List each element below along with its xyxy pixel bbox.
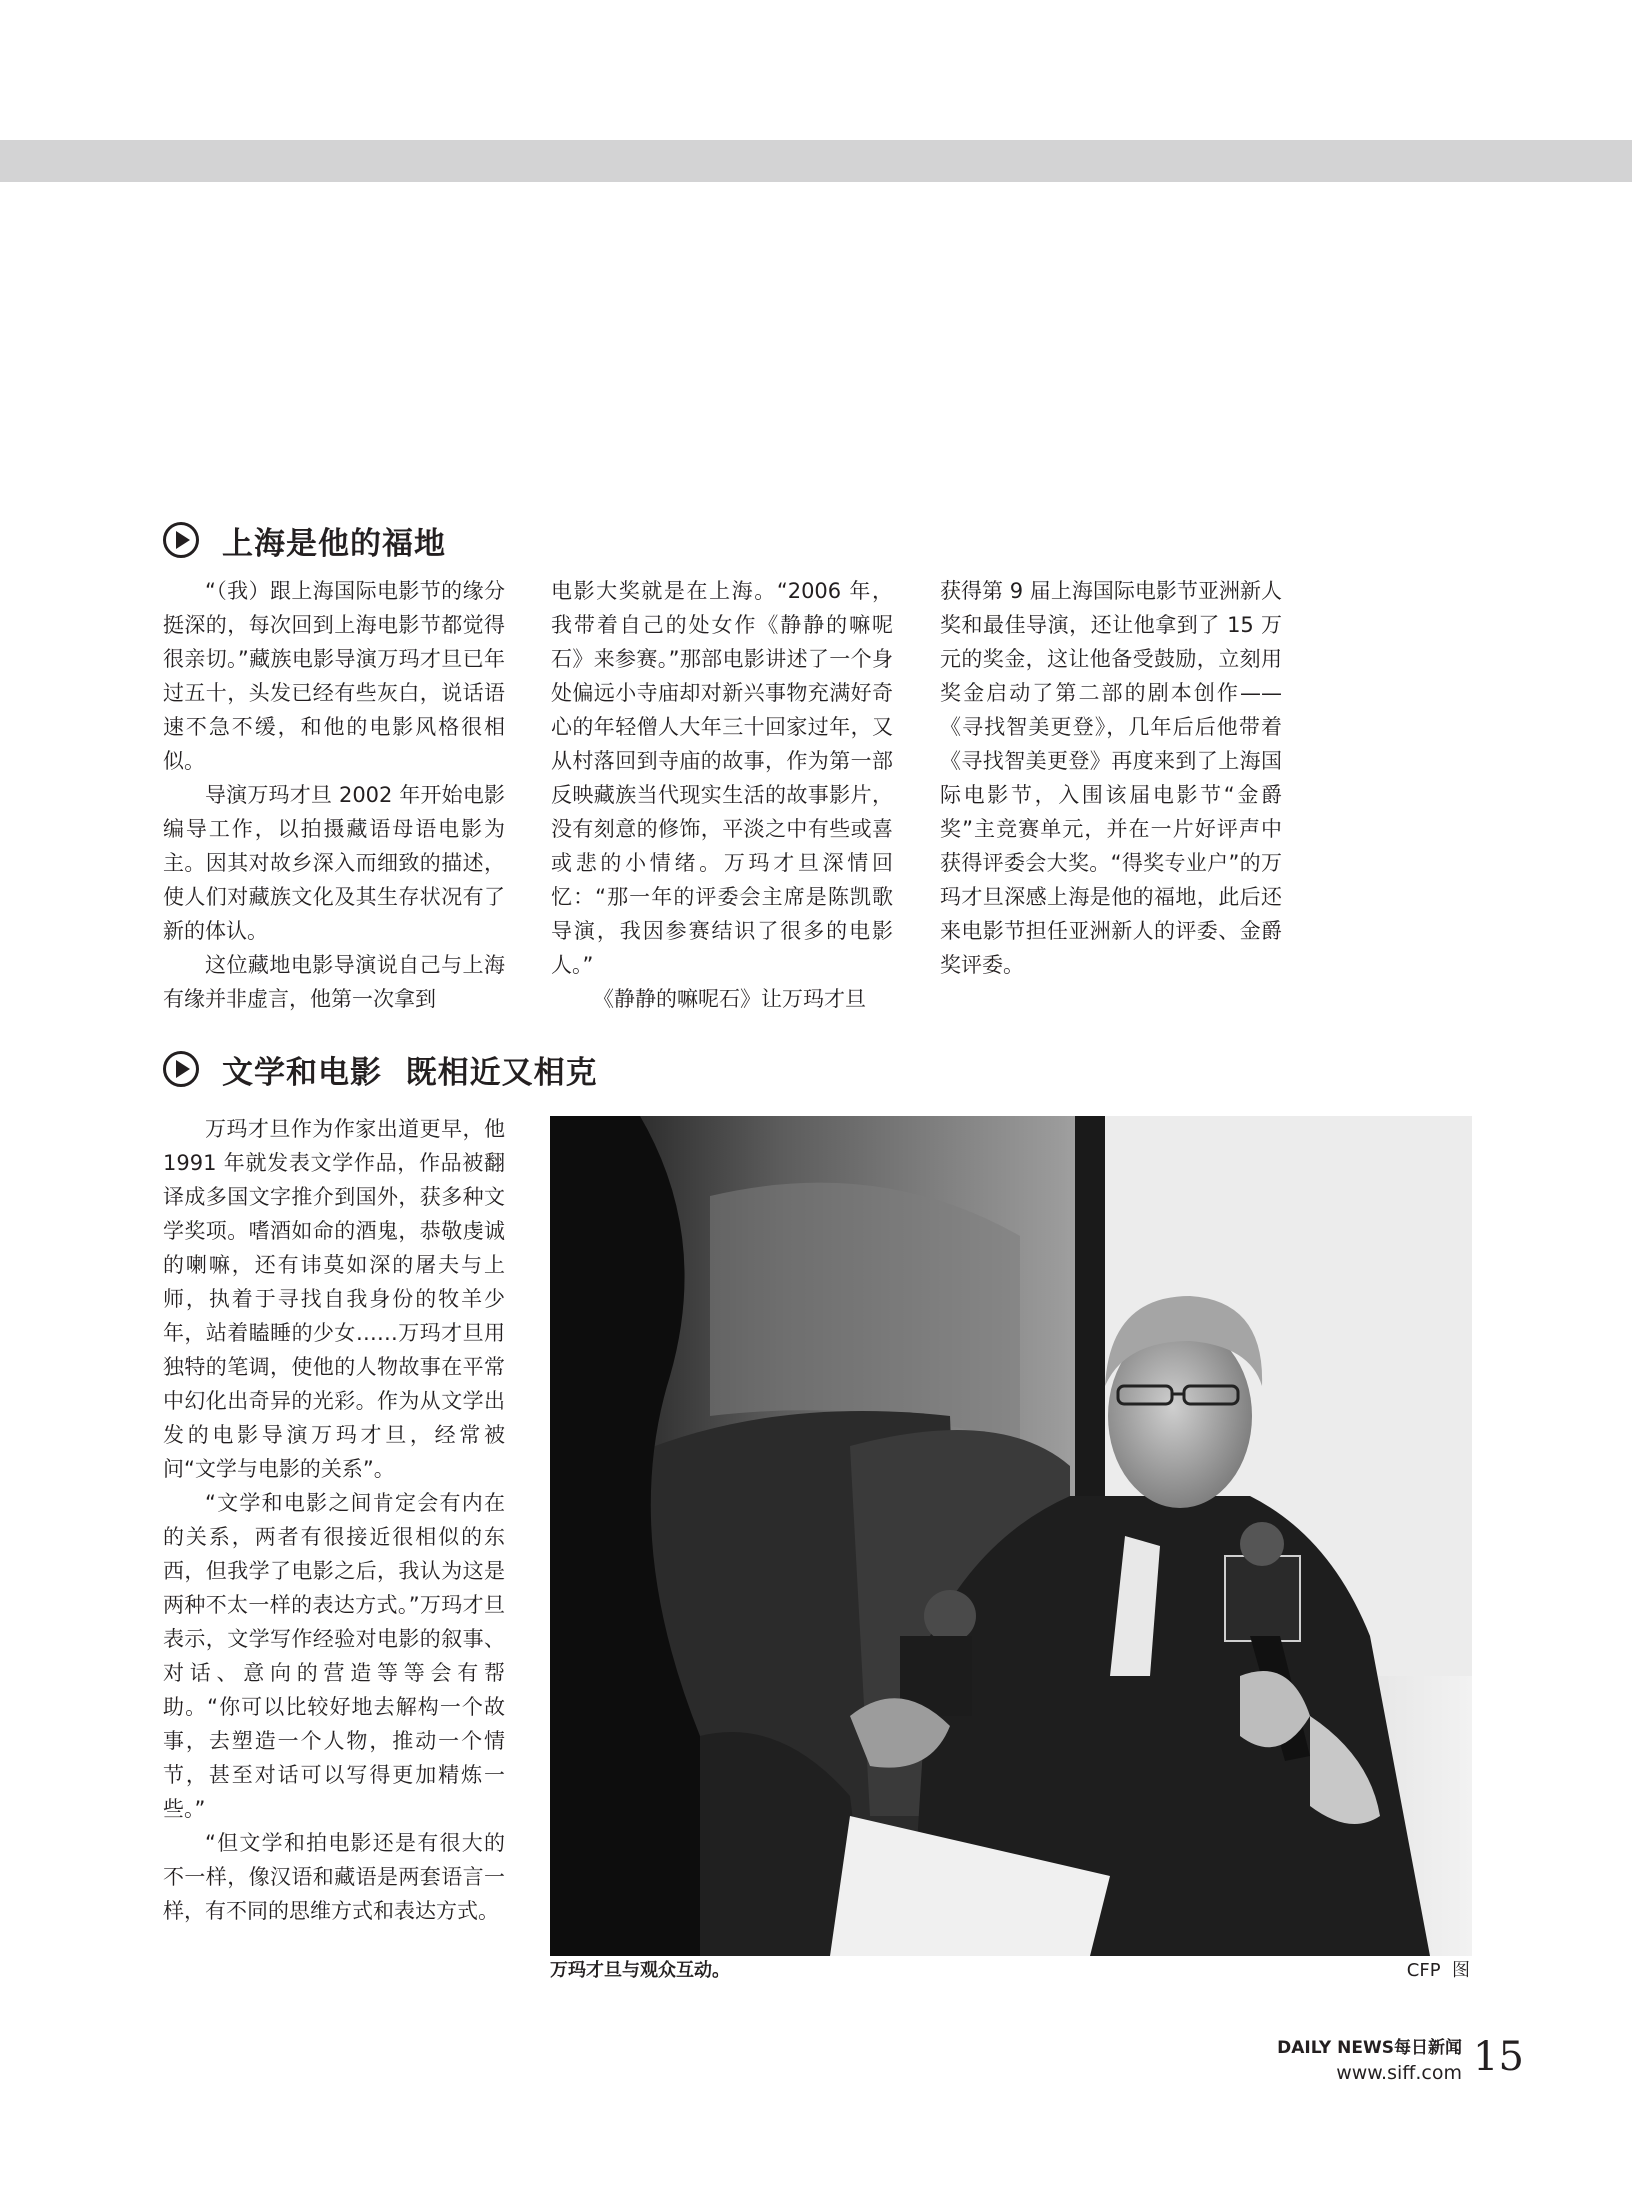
section-title-2: 文学和电影 既相近又相克 bbox=[222, 1054, 598, 1091]
paragraph: “但文学和拍电影还是有很大的不一样，像汉语和藏语是两套语言一样，有不同的思维方式和表达方式。 bbox=[163, 1831, 505, 1923]
paragraph: 获得第 9 届上海国际电影节亚洲新人奖和最佳导演，还让他拿到了 15 万元的奖金，这让他备受鼓励，立刻用奖金启动了第二部的剧本创作——《寻找智美更登》，几年后后他带着《寻找智美更登》再度来到了上海国际电影节，入围该届电影节“金爵奖”主竞赛单元，并在一片好评声中获得评委会大奖。“得奖专业户”的万玛才旦深感上海是他的福地，此后还来电影节担任亚洲新人的评委、金爵奖评委。 bbox=[940, 579, 1282, 977]
footer-url: www.siff.com bbox=[1336, 2062, 1462, 2084]
paragraph: 导演万玛才旦 2002 年开始电影编导工作，以拍摄藏语母语电影为主。因其对故乡深入而细致的描述，使人们对藏族文化及其生存状况有了新的体认。 bbox=[163, 783, 505, 943]
section-title-1: 上海是他的福地 bbox=[222, 525, 446, 562]
footer-brand: DAILY NEWS每日新闻 bbox=[1277, 2038, 1462, 2058]
photo-credit: CFP 图 bbox=[1406, 1960, 1470, 1981]
paragraph: “（我）跟上海国际电影节的缘分挺深的，每次回到上海电影节都觉得很亲切。”藏族电影导演万玛才旦已年过五十，头发已经有些灰白，说话语速不急不缓，和他的电影风格很相似。 bbox=[163, 579, 505, 773]
paragraph: 这位藏地电影导演说自己与上海有缘并非虚言，他第一次拿到 bbox=[163, 953, 505, 1011]
page-number: 15 bbox=[1473, 2034, 1524, 2080]
header-band bbox=[0, 140, 1632, 182]
paragraph: 电影大奖就是在上海。“2006 年，我带着自己的处女作《静静的嘛呢石》来参赛。”那部电影讲述了一个身处偏远小寺庙却对新兴事物充满好奇心的年轻僧人大年三十回家过年，又从村落回到寺庙的故事，作为第一部反映藏族当代现实生活的故事影片，没有刻意的修饰，平淡之中有些或喜或悲的小情绪。万玛才旦深情回忆：“那一年的评委会主席是陈凯歌导演，我因参赛结识了很多的电影人。” bbox=[551, 579, 893, 977]
paragraph: “文学和电影之间肯定会有内在的关系，两者有很接近很相似的东西，但我学了电影之后，我认为这是两种不太一样的表达方式。”万玛才旦表示，文学写作经验对电影的叙事、对话、意向的营造等等会有帮助。“你可以比较好地去解构一个故事，去塑造一个人物，推动一个情节，甚至对话可以写得更加精炼一些。” bbox=[163, 1491, 505, 1821]
section1-column-2 bbox=[551, 574, 893, 1016]
section-heading-1 bbox=[162, 515, 446, 565]
play-circle-icon bbox=[162, 521, 200, 559]
photo-interview bbox=[550, 1116, 1472, 1956]
play-circle-icon bbox=[162, 1050, 200, 1088]
section1-column-3 bbox=[940, 574, 1282, 982]
photo-caption: 万玛才旦与观众互动。 bbox=[550, 1960, 730, 1981]
section1-column-1 bbox=[163, 574, 505, 1016]
section-heading-2 bbox=[162, 1044, 598, 1094]
paragraph: 《静静的嘛呢石》让万玛才旦 bbox=[593, 987, 866, 1011]
section2-column bbox=[163, 1112, 505, 1928]
photo-illustration bbox=[550, 1116, 1472, 1956]
paragraph: 万玛才旦作为作家出道更早，他 1991 年就发表文学作品，作品被翻译成多国文字推介到国外，获多种文学奖项。嗜酒如命的酒鬼，恭敬虔诚的喇嘛，还有讳莫如深的屠夫与上师，执着于寻找自我身份的牧羊少年，站着瞌睡的少女……万玛才旦用独特的笔调，使他的人物故事在平常中幻化出奇异的光彩。作为从文学出发的电影导演万玛才旦，经常被问“文学与电影的关系”。 bbox=[163, 1117, 505, 1481]
